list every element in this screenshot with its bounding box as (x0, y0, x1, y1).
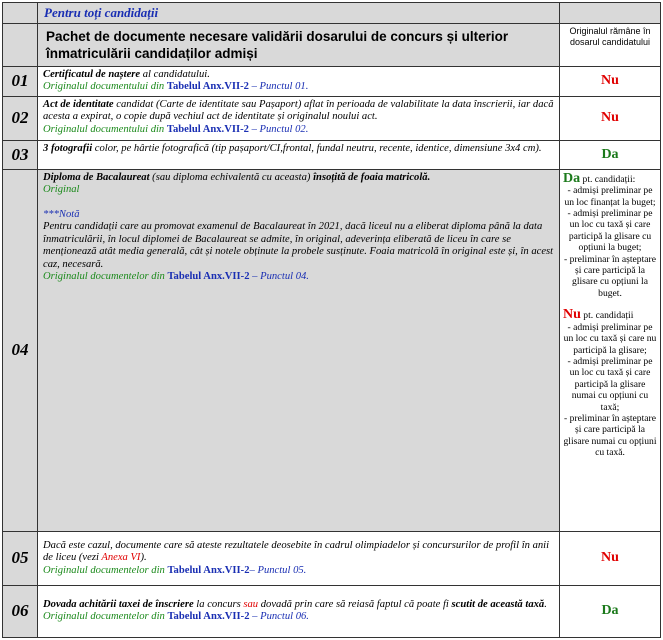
table-reference: Tabelul Anx.VII-2 (167, 564, 250, 576)
da-conditions: - admiși preliminar pe un loc finanțat la buget; - admiși preliminar pe un loc cu taxă și care participă la glisare cu opțiuni la buget; - preliminar în așteptare și care participă la glisare cu opțiuni la buget. (564, 185, 656, 299)
point-reference: Punctul 04. (260, 271, 309, 283)
point-reference: Punctul 05. (257, 564, 307, 576)
row-number: 04 (3, 169, 38, 531)
original-stays-answer: Da (560, 140, 661, 169)
table-row (3, 67, 661, 97)
document-name: Act de identitate (43, 98, 114, 110)
answer-da: Da (563, 170, 581, 186)
original-label: Original (43, 184, 80, 196)
original-stays-answer: Nu (560, 531, 661, 585)
title-row (3, 24, 661, 67)
document-name: Certificatul de naștere (43, 69, 141, 80)
table-reference: Tabelul Anx.VII-2 (167, 271, 250, 283)
row-number: 01 (3, 67, 38, 97)
answer-nu: Nu (563, 307, 581, 323)
conditional-answer: Da pt. candidații: - admiși preliminar pe un loc finanțat la buget; - admiși preliminar pe un loc cu taxă și care participă la glisare cu opțiuni la buget; - preliminar în așteptare și care participă la glisare cu opțiuni la buget. Nu pt. candidații - admiși preliminar pe un loc cu taxă și care nu participă la glisare; - admiși preliminar pe un loc cu taxă și care participă la glisare numai cu opțiuni cu taxă; - preliminar în așteptare și care participă la glisare numai cu opțiuni cu taxă. (560, 169, 661, 531)
row-number: 06 (3, 585, 38, 637)
document-name: 3 fotografii (43, 142, 93, 154)
section-header: Pentru toți candidații (38, 3, 560, 24)
original-stays-answer: Da (560, 585, 661, 637)
row-description: Dacă este cazul, documente care să ateste rezultatele deosebite în cadrul olimpiadelor și concursurilor de profil în anii de liceu (vezi Anexa VI). Originalul documentelor din Tabelul Anx.VII-2– Punctul 05. (38, 531, 560, 585)
original-stays-answer: Nu (560, 96, 661, 140)
note-text: Pentru candidații care au promovat examenul de Bacalaureat în 2021, dacă liceul nu a eliberat diploma până la data înmatriculării, în locul diplomei de Bacalaureat se admite, în original, adeverința eliberată de liceu în care se menționează atât media generală, cât și notele obținute la probele susținute. Foaia matricolă în original este și, în acest caz, necesară. (43, 221, 554, 270)
point-reference: Punctul 06. (260, 611, 309, 623)
point-reference: Punctul 02. (259, 123, 309, 135)
table-row (3, 140, 661, 169)
row-description: Dovada achitării taxei de înscriere la concurs sau dovadă prin care să reiasă faptul că poate fi scutit de această taxă. Originalul documentelor din Tabelul Anx.VII-2 – Punctul 06. (38, 585, 560, 637)
table-row (3, 585, 661, 637)
row-number: 02 (3, 96, 38, 140)
table-reference: Tabelul Anx.VII-2 (166, 81, 249, 93)
original-stays-answer: Nu (560, 67, 661, 97)
table-row (3, 169, 661, 531)
nu-conditions: - admiși preliminar pe un loc cu taxă și care nu participă la glisare; - admiși preliminar pe un loc cu taxă și care participă la glisare numai cu opțiuni cu taxă; - preliminar în așteptare și care participă la glisare numai cu opțiuni cu taxă. (563, 321, 657, 459)
table-row (3, 96, 661, 140)
row-number: 03 (3, 140, 38, 169)
table-reference: Tabelul Anx.VII-2 (167, 611, 250, 623)
row-number: 05 (3, 531, 38, 585)
documents-table (2, 2, 661, 638)
row-description: Act de identitate candidat (Carte de identitate sau Pașaport) aflat în perioada de valabilitate la data înscrierii, iar dacă acesta a expirat, o copie după vechiul act de identitate și originalul noului act. Originalul documentului din Tabelul Anx.VII-2 – Punctul 02. (38, 96, 560, 140)
note-label: ***Notă (43, 209, 80, 221)
row-description: Certificatul de naștere al candidatului. Originalul documentului din Tabelul Anx.VII-2 – Punctul 01. (38, 67, 560, 97)
sau-word: sau (243, 598, 259, 610)
row-description: Diploma de Bacalaureat (sau diploma echivalentă cu aceasta) însoțită de foaia matricolă. Original ***Notă Pentru candidații care au promovat examenul de Bacalaureat în 2021, dacă liceul nu a eliberat diploma până la data înmatriculării, în locul diplomei de Bacalaureat se admite, în original, adeverința eliberată de liceu în care se menționează atât media generală, cât și notele obținute la probele susținute. Foaia matricolă în original este și, în acest caz, necesară. Originalul documentelor din Tabelul Anx.VII-2 – Punctul 04. (38, 169, 560, 531)
side-column-header: Originalul rămâne în dosarul candidatului (560, 24, 661, 67)
section-header-row (3, 3, 661, 24)
table-reference: Tabelul Anx.VII-2 (166, 123, 249, 135)
document-name: Diploma de Bacalaureat (43, 171, 150, 183)
row-description: 3 fotografii color, pe hârtie fotografică (tip pașaport/CI,frontal, fundal neutru, recente, identice, dimensiune 3x4 cm). (38, 140, 560, 169)
table-title: Pachet de documente necesare validării dosarului de concurs și ulterior înmatriculării candidaților admiși (38, 24, 560, 67)
table-row (3, 531, 661, 585)
point-reference: Punctul 01. (259, 81, 309, 93)
document-name: Dovada achitării taxei de înscriere (43, 598, 194, 610)
annex-reference: Anexa VI (101, 552, 141, 564)
